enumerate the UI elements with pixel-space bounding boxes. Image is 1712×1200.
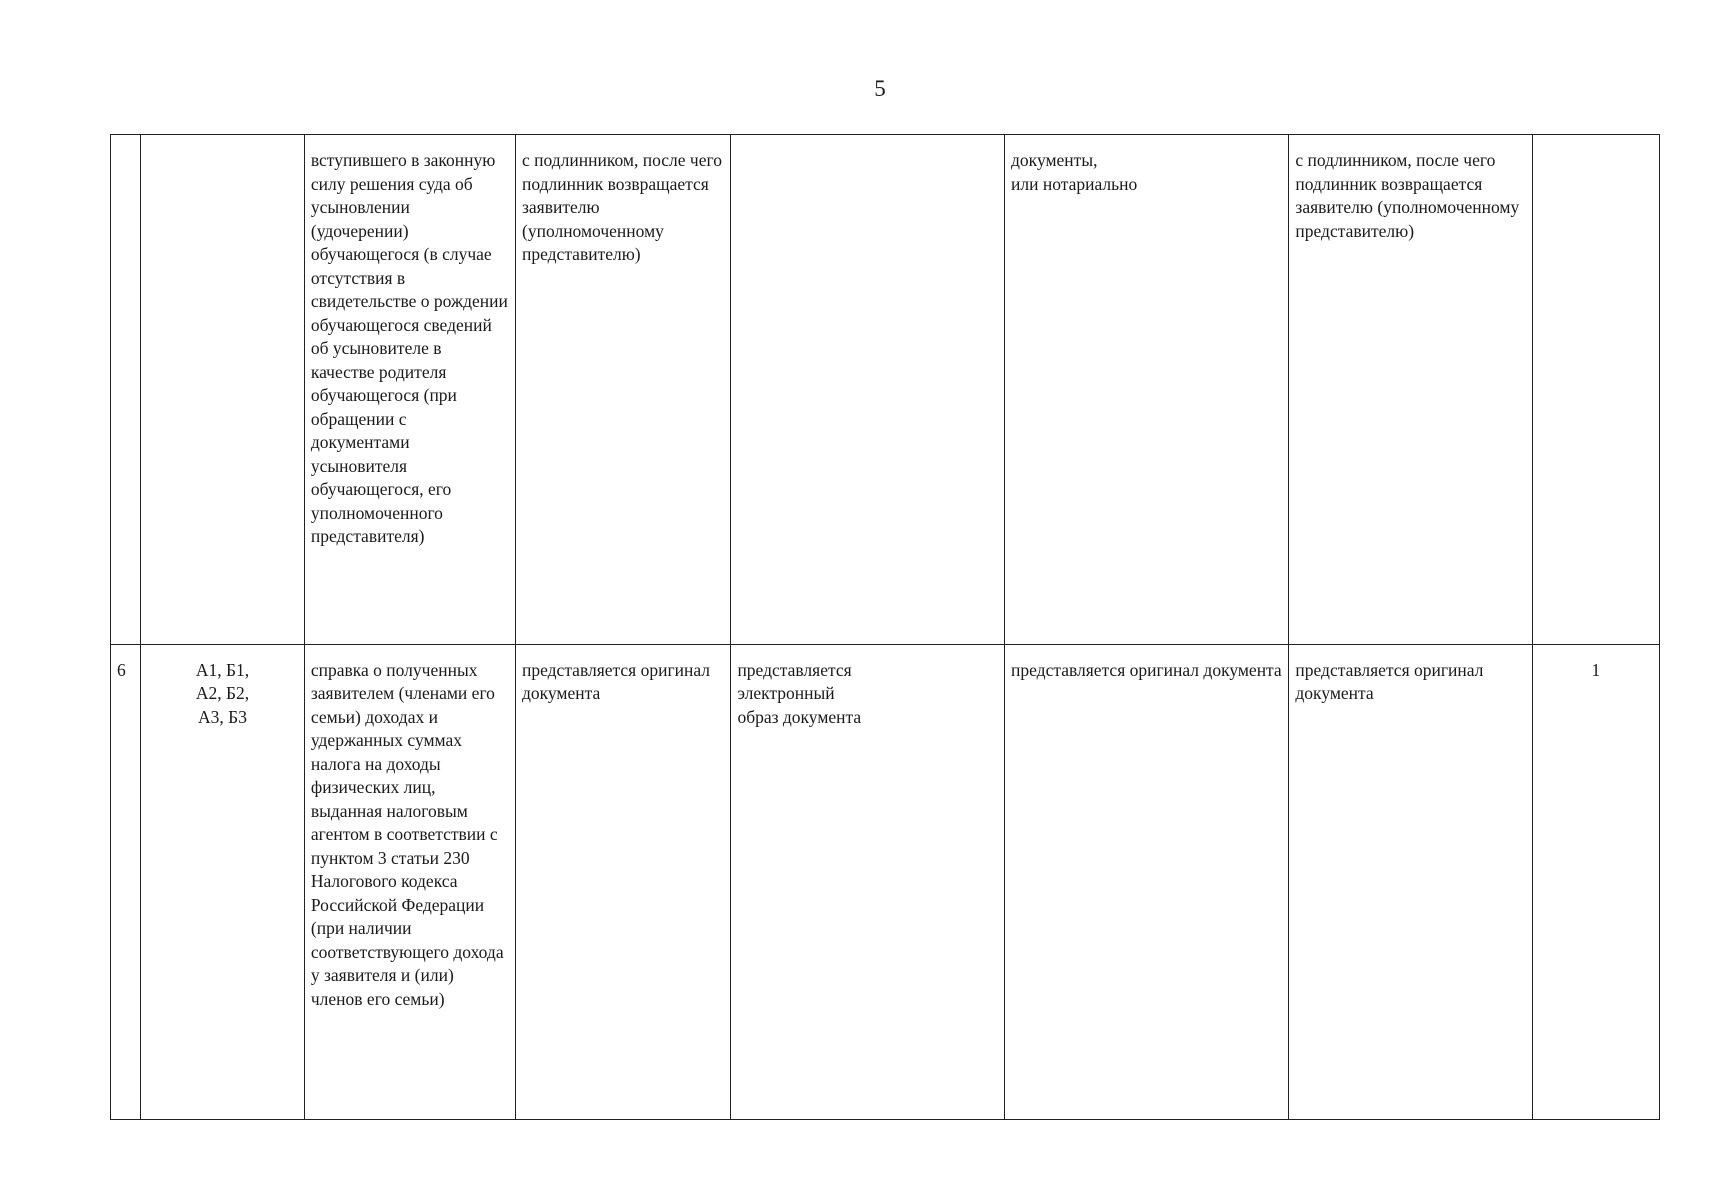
- postal-submission-cell: представляется оригинал документа: [1005, 644, 1289, 1119]
- page-number: 5: [874, 76, 886, 101]
- category-line: А1, Б1,: [195, 659, 250, 680]
- electronic-submission-cell: [731, 644, 1005, 1119]
- cell-line: документы,: [1011, 150, 1098, 170]
- electronic-submission-cell: [731, 135, 1005, 645]
- row-number-cell: [111, 135, 141, 645]
- document-name-cell: вступившего в законную силу решения суда об усыновлении (удочерении) обучающегося (в случае отсутствия в свидетельстве о рождении обучающегося сведений об усыновителе в качестве родителя обучающегося (при обращении с документами усыновителя обучающегося, его уполномоченного представителя): [304, 135, 515, 645]
- category-line: А3, Б3: [198, 706, 247, 727]
- count-cell: [1532, 135, 1659, 645]
- cell-line: или нотариально: [1011, 173, 1138, 194]
- document-name-cell: справка о полученных заявителем (членами его семьи) доходах и удержанных суммах налога на доходы физических лиц, выданная налоговым агентом в соответствии с пунктом 3 статьи 230 Налогового кодекса Российской Федерации (при наличии соответствующего дохода у заявителя и (или) членов его семьи): [304, 644, 515, 1119]
- postal-submission-cell: [1005, 135, 1289, 645]
- category-cell: [141, 644, 305, 1119]
- submission-method-cell: представляется оригинал документа: [516, 644, 731, 1119]
- cell-line: электронный: [737, 683, 835, 704]
- category-line: А2, Б2,: [195, 683, 250, 704]
- documents-table: [110, 134, 1660, 1120]
- mfc-submission-cell: с подлинником, после чего подлинник возвращается заявителю (уполномоченному представителю): [1289, 135, 1532, 645]
- table-row: [111, 644, 1660, 1119]
- count-cell: 1: [1532, 644, 1659, 1119]
- mfc-submission-cell: представляется оригинал документа: [1289, 644, 1532, 1119]
- row-number-cell: 6: [111, 644, 141, 1119]
- cell-line: образ документа: [737, 706, 862, 727]
- cell-line: представляется: [737, 659, 852, 680]
- category-cell: [141, 135, 305, 645]
- submission-method-cell: с подлинником, после чего подлинник возвращается заявителю (уполномоченному представителю): [516, 135, 731, 645]
- table-row: [111, 135, 1660, 645]
